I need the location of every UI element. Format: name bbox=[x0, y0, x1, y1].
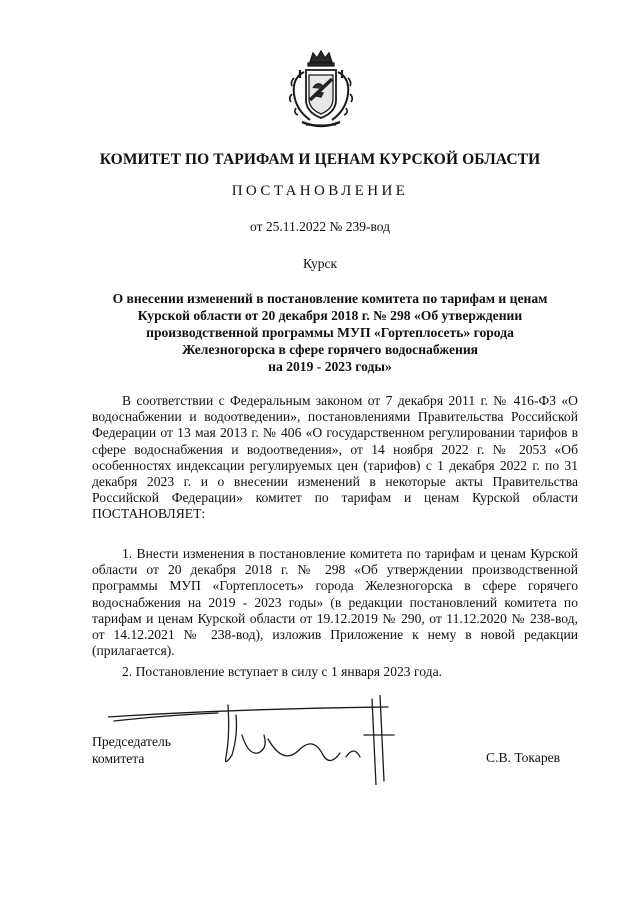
body-paragraph-preamble: В соответствии с Федеральным законом от 7 декабря 2011 г. № 416-ФЗ «О водоснабжении и водоотведении», постановлениями Правительства Российской Федерации от 13 мая 2013 г. № 406 «О государственном регулировании тарифов в сфере водоснабжения и водоотведения», от 14 ноября 2022 г. № 2053 «Об особенностях индексации регулируемых цен (тарифов) с 1 декабря 2022 г. по 31 декабря 2023 г. и о внесении изменений в некоторые акты Правительства Российской Федерации» комитет по тарифам и ценам Курской области ПОСТАНОВЛЯЕТ: bbox=[92, 393, 578, 522]
signatory-position-line: комитета bbox=[92, 751, 145, 766]
title-line: О внесении изменений в постановление комитета по тарифам и ценам bbox=[112, 291, 548, 306]
title-line: на 2019 - 2023 годы» bbox=[268, 359, 392, 374]
title-line: Курской области от 20 декабря 2018 г. № 298 «Об утверждении bbox=[137, 308, 523, 323]
body-paragraph-item-1: 1. Внести изменения в постановление комитета по тарифам и ценам Курской области от 20 декабря 2018 г. № 298 «Об утверждении производственной программы МУП «Гортеплосеть» города Железногорска в сфере горячего водоснабжения на 2019 - 2023 годы» (в редакции постановлений комитета по тарифам и ценам Курской области от 19.12.2019 № 290, от 11.12.2020 № 238-вод, от 14.12.2021 № 238-вод), изложив Приложение к нему в новой редакции (прилагается). bbox=[92, 546, 578, 659]
document-type: ПОСТАНОВЛЕНИЕ bbox=[231, 183, 409, 199]
kursk-coat-of-arms-icon bbox=[286, 48, 356, 130]
document-date-number: от 25.11.2022 № 239-вод bbox=[250, 219, 390, 234]
title-line: Железногорска в сфере горячего водоснабжения bbox=[181, 342, 479, 357]
signatory-position-line: Председатель bbox=[92, 734, 171, 749]
signatory-name: С.В. Токарев bbox=[486, 750, 561, 765]
signatory-position bbox=[92, 733, 171, 767]
document-city: Курск bbox=[302, 256, 338, 271]
body-paragraph-item-2: 2. Постановление вступает в силу с 1 января 2023 года. bbox=[122, 664, 442, 679]
title-line: производственной программы МУП «Гортеплосеть» города bbox=[146, 325, 514, 340]
committee-name: КОМИТЕТ ПО ТАРИФАМ И ЦЕНАМ КУРСКОЙ ОБЛАСТИ bbox=[99, 151, 541, 168]
document-title bbox=[80, 290, 580, 375]
